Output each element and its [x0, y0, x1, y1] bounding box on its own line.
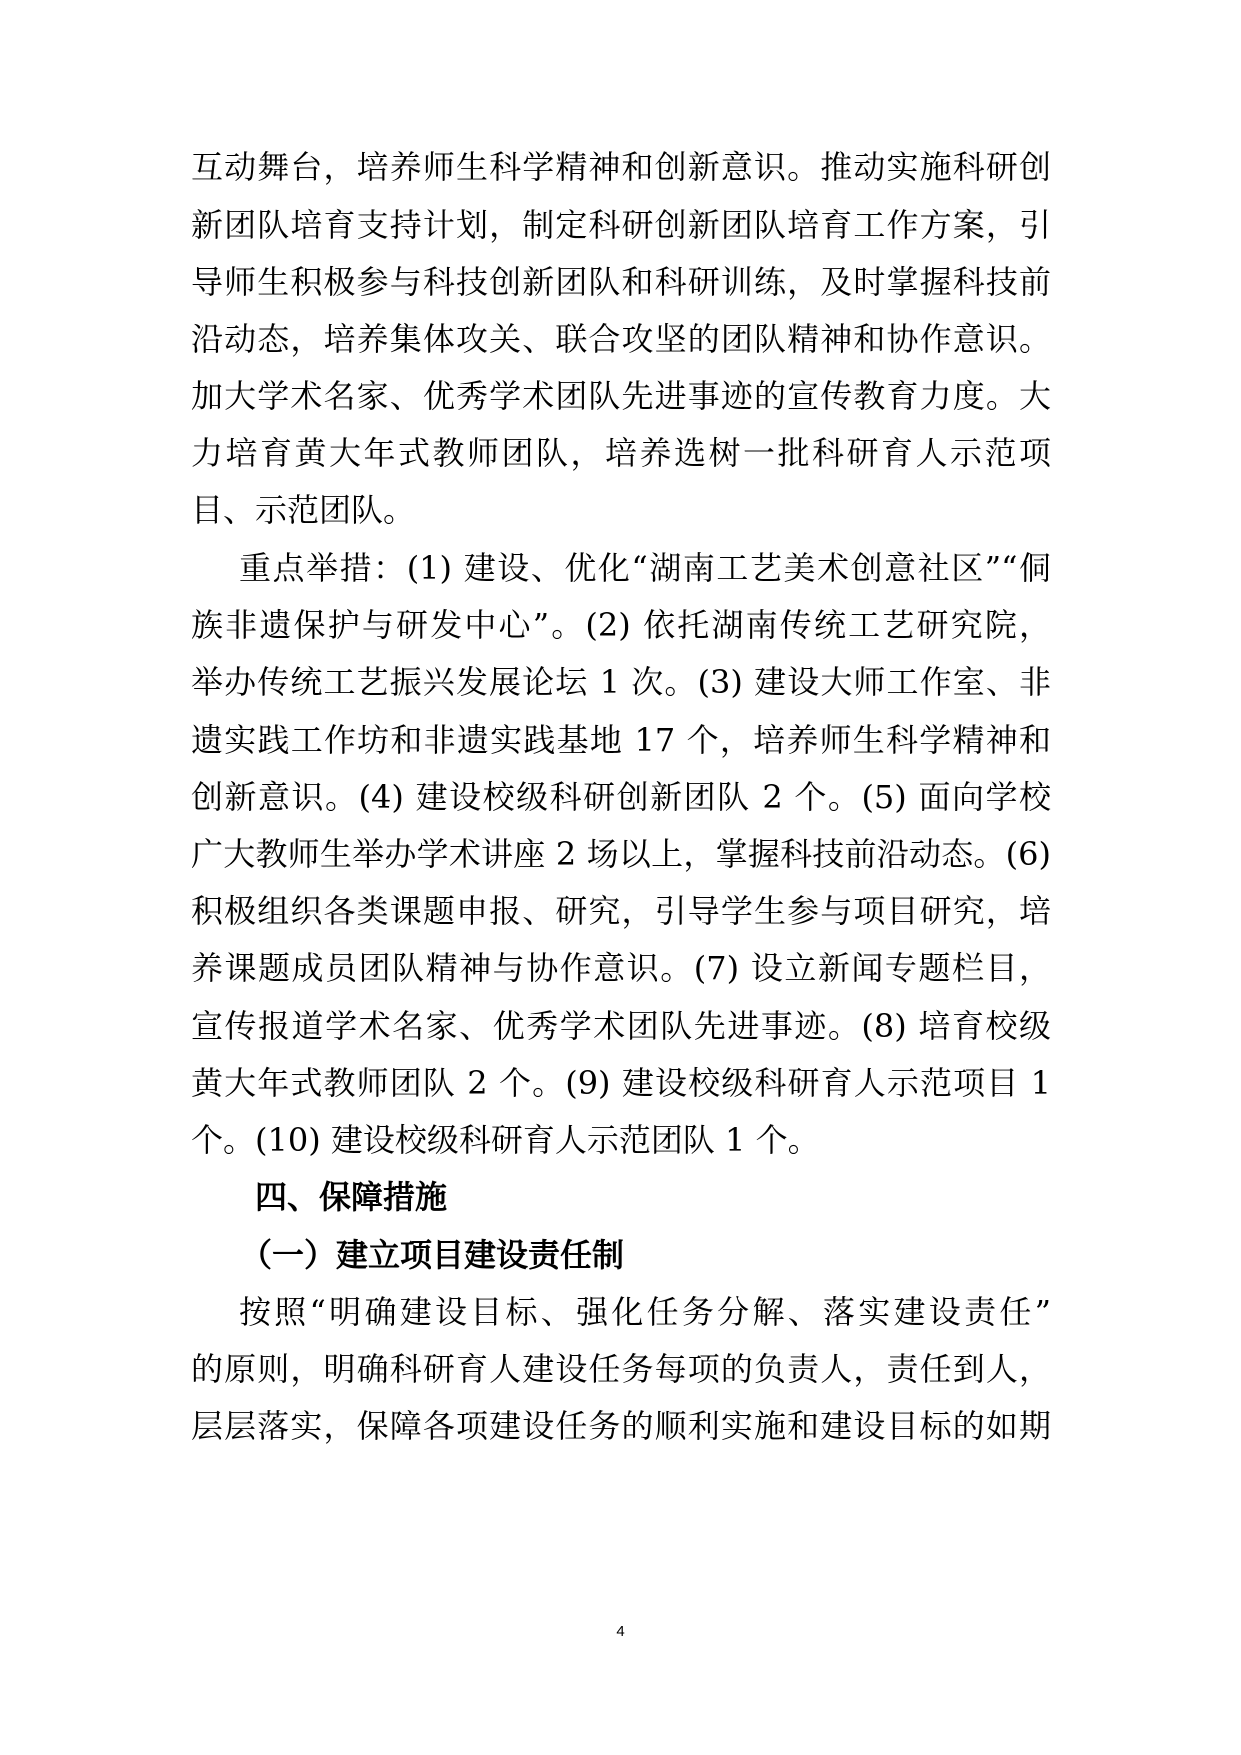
- paragraph-2-line-9: 宣传报道学术名家、优秀学术团队先进事迹。(8) 培育校级: [191, 1007, 1051, 1045]
- paragraph-1-line-7: 目、示范团队。: [191, 491, 416, 529]
- paragraph-1-line-4: 沿动态，培养集体攻关、联合攻坚的团队精神和协作意识。: [191, 320, 1051, 358]
- paragraph-3-line-3: 层层落实，保障各项建设任务的顺利实施和建设目标的如期: [191, 1407, 1051, 1445]
- page-number: 4: [616, 1623, 625, 1640]
- subsection-heading: （一）建立项目建设责任制: [240, 1236, 625, 1274]
- paragraph-1-line-6: 力培育黄大年式教师团队，培养选树一批科研育人示范项: [191, 434, 1051, 472]
- paragraph-2-line-7: 积极组织各类课题申报、研究，引导学生参与项目研究，培: [191, 892, 1051, 930]
- paragraph-2-line-8: 养课题成员团队精神与协作意识。(7) 设立新闻专题栏目，: [191, 949, 1051, 987]
- paragraph-2-line-4: 遗实践工作坊和非遗实践基地 17 个，培养师生科学精神和: [191, 721, 1051, 759]
- paragraph-3-line-2: 的原则，明确科研育人建设任务每项的负责人，责任到人，: [191, 1350, 1051, 1388]
- paragraph-2-line-11: 个。(10) 建设校级科研育人示范团队 1 个。: [191, 1121, 820, 1159]
- paragraph-1-line-3: 导师生积极参与科技创新团队和科研训练，及时掌握科技前: [191, 263, 1051, 301]
- paragraph-1-line-2: 新团队培育支持计划，制定科研创新团队培育工作方案，引: [191, 206, 1051, 244]
- paragraph-3-line-1: 按照“明确建设目标、强化任务分解、落实建设责任”: [239, 1293, 1051, 1331]
- paragraph-2-line-1: 重点举措：(1) 建设、优化“湖南工艺美术创意社区”“侗: [239, 549, 1051, 587]
- paragraph-2-line-3: 举办传统工艺振兴发展论坛 1 次。(3) 建设大师工作室、非: [191, 663, 1051, 701]
- paragraph-2-line-10: 黄大年式教师团队 2 个。(9) 建设校级科研育人示范项目 1: [191, 1064, 1051, 1102]
- paragraph-2-line-2: 族非遗保护与研发中心”。(2) 依托湖南传统工艺研究院，: [191, 606, 1051, 644]
- paragraph-1-line-1: 互动舞台，培养师生科学精神和创新意识。推动实施科研创: [191, 148, 1051, 186]
- paragraph-1-line-5: 加大学术名家、优秀学术团队先进事迹的宣传教育力度。大: [191, 377, 1051, 415]
- section-heading: 四、保障措施: [255, 1178, 448, 1216]
- paragraph-2-line-6: 广大教师生举办学术讲座 2 场以上，掌握科技前沿动态。(6): [191, 835, 1051, 873]
- paragraph-2-line-5: 创新意识。(4) 建设校级科研创新团队 2 个。(5) 面向学校: [191, 778, 1051, 816]
